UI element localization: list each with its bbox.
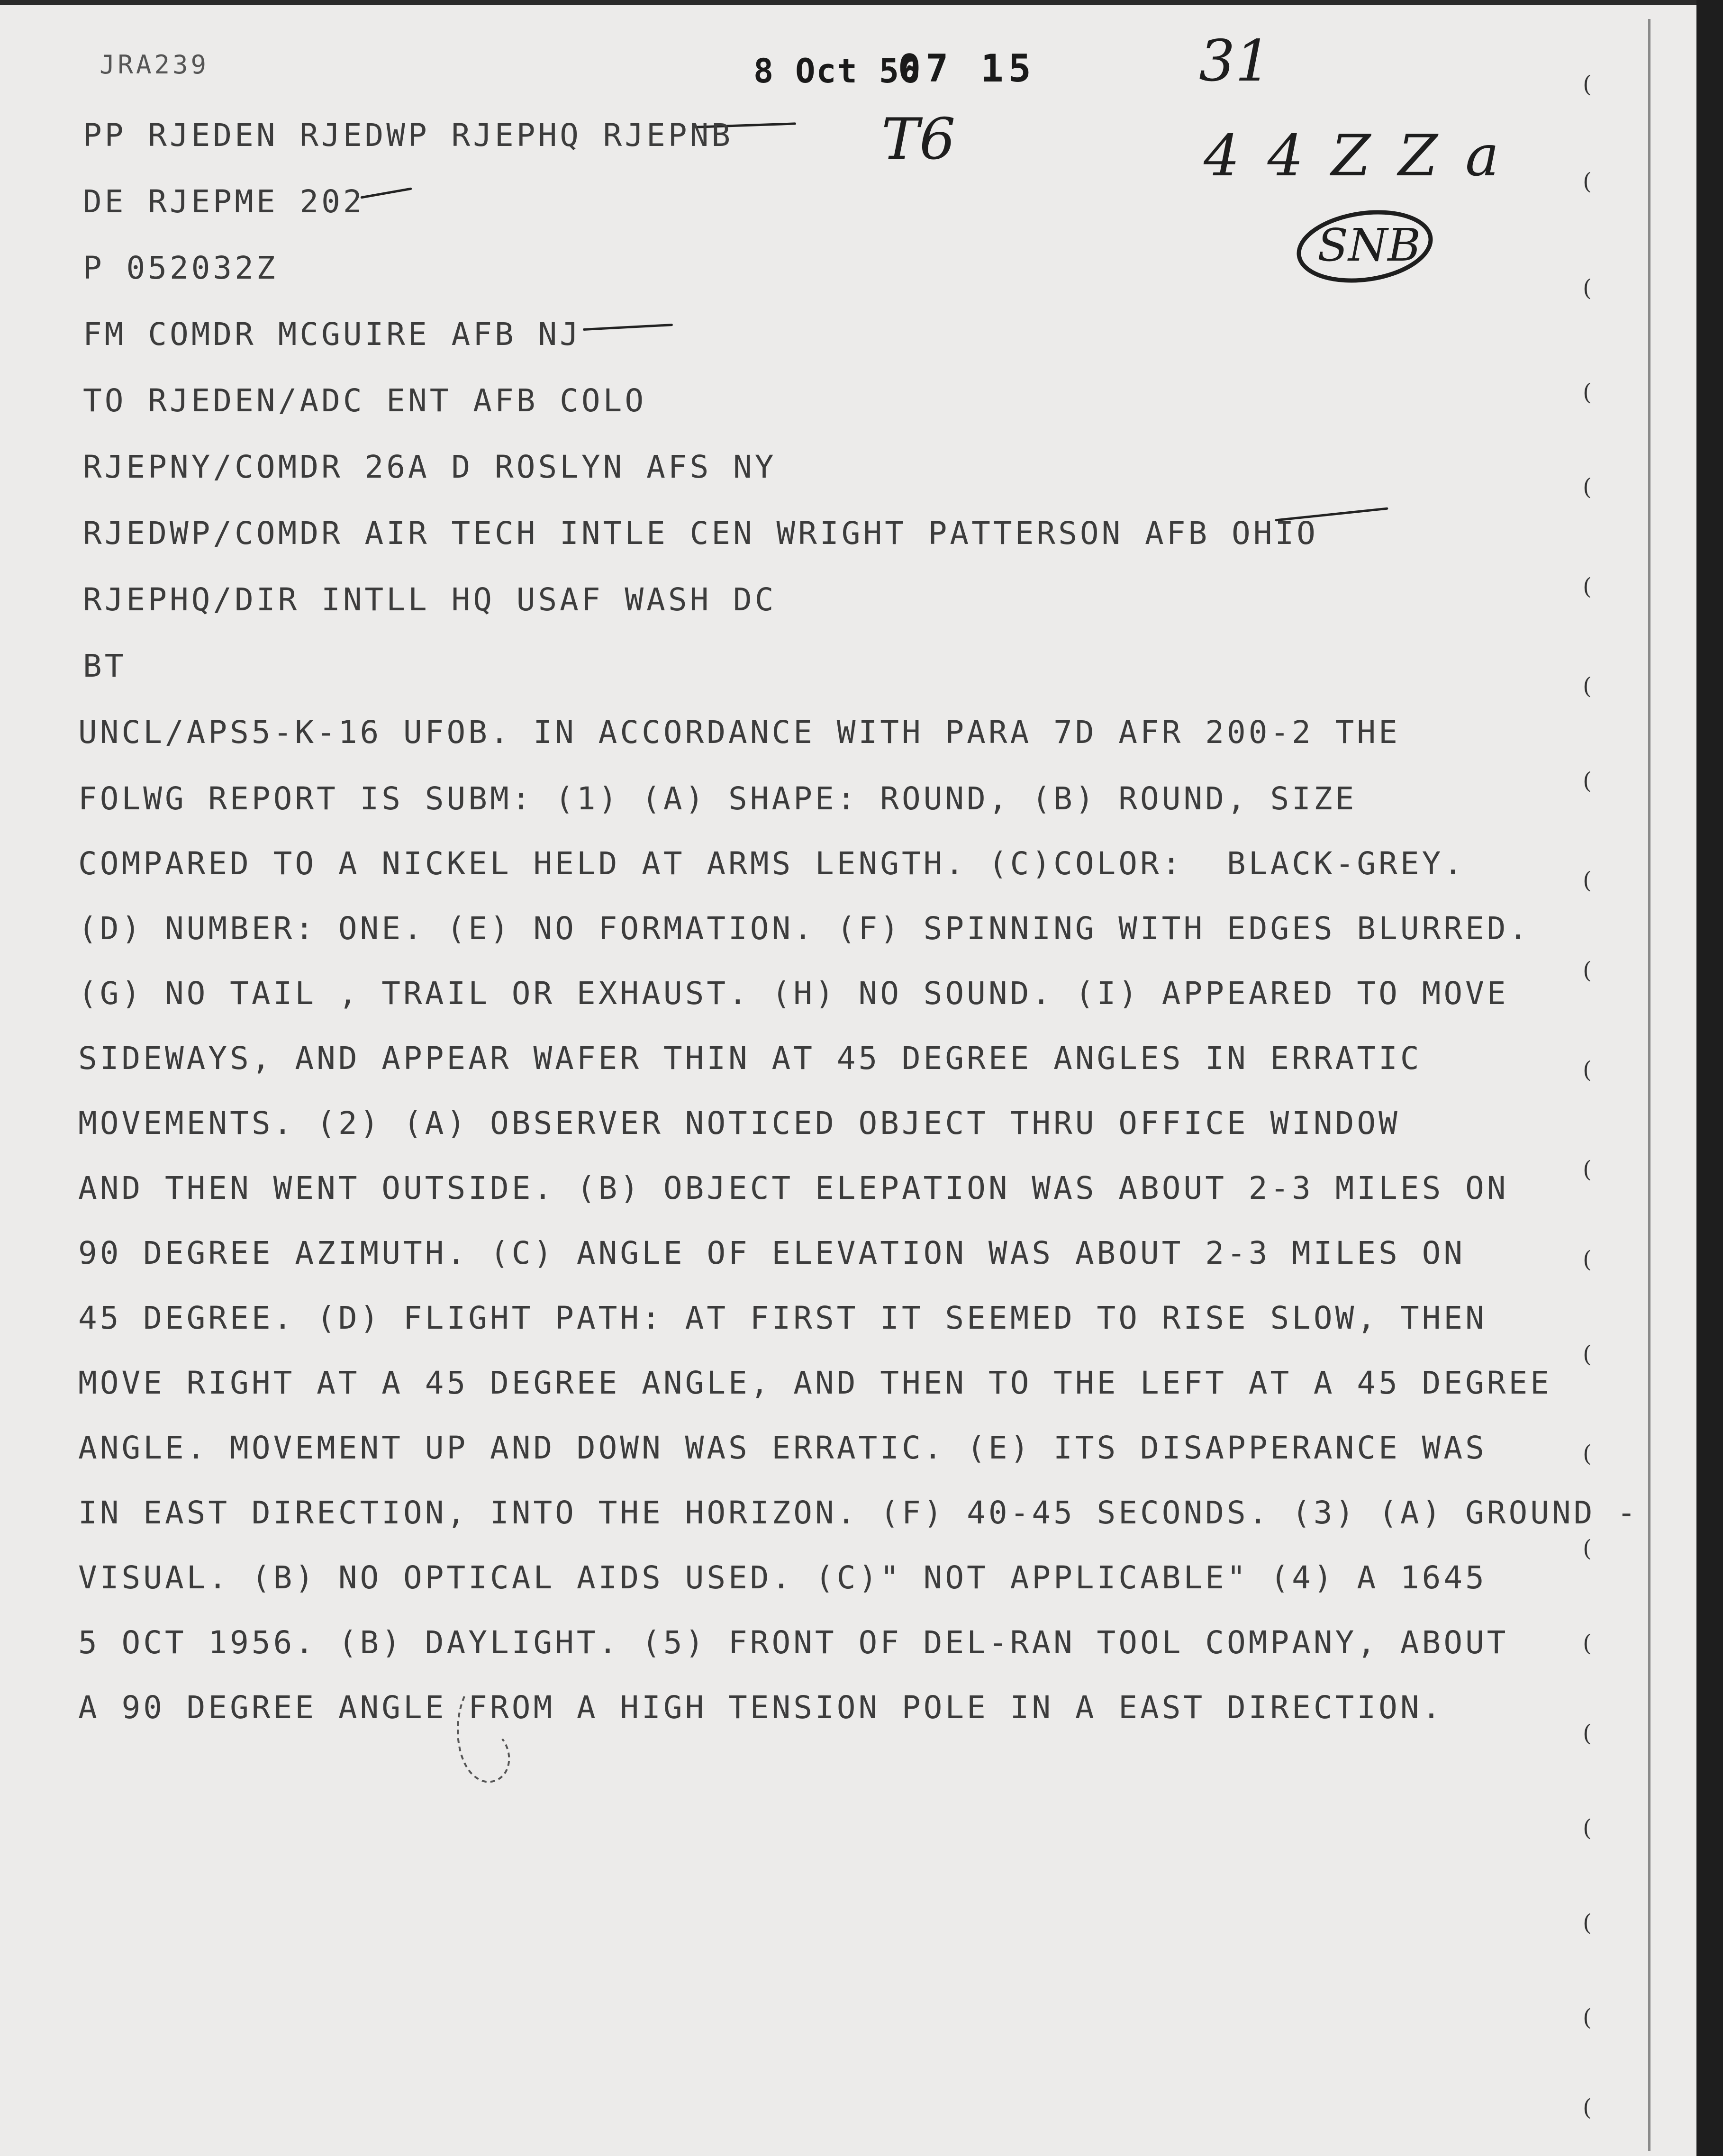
margin-mark: ( <box>1583 379 1592 406</box>
handwritten-t-mark: T6 <box>881 107 956 172</box>
body-line-5: (G) NO TAIL , TRAIL OR EXHAUST. (H) NO SOUND. (I) APPEARED TO MOVE <box>78 975 1509 1012</box>
body-line-7: MOVEMENTS. (2) (A) OBSERVER NOTICED OBJECT THRU OFFICE WINDOW <box>78 1105 1400 1141</box>
body-line-9: 90 DEGREE AZIMUTH. (C) ANGLE OF ELEVATION WAS ABOUT 2-3 MILES ON <box>78 1235 1466 1271</box>
margin-mark: ( <box>1583 1156 1592 1183</box>
msg-line-to-3: RJEDWP/COMDR AIR TECH INTLE CEN WRIGHT PATTERSON AFB OHIO <box>83 515 1318 552</box>
msg-line-dtg: P 052032Z <box>83 250 278 286</box>
margin-mark: ( <box>1583 1910 1592 1936</box>
body-line-13: IN EAST DIRECTION, INTO THE HORIZON. (F) 40-45 SECONDS. (3) (A) GROUND - <box>78 1495 1639 1531</box>
scan-border-right <box>1696 0 1723 2156</box>
margin-mark: ( <box>1583 1815 1592 1841</box>
margin-mark: ( <box>1583 768 1592 794</box>
pencil-loop-mark <box>445 1687 526 1796</box>
circled-initials-text: SNB <box>1317 219 1421 272</box>
ink-dash-3 <box>583 324 673 331</box>
margin-mark: ( <box>1583 1720 1592 1747</box>
margin-mark: ( <box>1583 474 1592 500</box>
msg-line-from: FM COMDR MCGUIRE AFB NJ <box>83 316 581 353</box>
time-stamp: 07 15 <box>898 46 1036 91</box>
body-line-15: 5 OCT 1956. (B) DAYLIGHT. (5) FRONT OF DEL-RAN TOOL COMPANY, ABOUT <box>78 1624 1509 1661</box>
margin-mark: ( <box>1583 957 1592 984</box>
margin-mark: ( <box>1583 1246 1592 1273</box>
margin-mark: ( <box>1583 1630 1592 1657</box>
body-line-14: VISUAL. (B) NO OPTICAL AIDS USED. (C)" NOT APPLICABLE" (4) A 1645 <box>78 1559 1487 1596</box>
msg-line-to-4: RJEPHQ/DIR INTLL HQ USAF WASH DC <box>83 581 777 618</box>
body-line-10: 45 DEGREE. (D) FLIGHT PATH: AT FIRST IT SEEMED TO RISE SLOW, THEN <box>78 1300 1487 1336</box>
ink-dash-2 <box>360 187 412 199</box>
msg-line-from-station: DE RJEPME 202 <box>83 183 365 220</box>
body-line-6: SIDEWAYS, AND APPEAR WAFER THIN AT 45 DEGREE ANGLES IN ERRATIC <box>78 1040 1422 1077</box>
margin-mark: ( <box>1583 867 1592 894</box>
msg-line-break: BT <box>83 648 127 684</box>
body-line-2: FOLWG REPORT IS SUBM: (1) (A) SHAPE: ROUND, (B) ROUND, SIZE <box>78 780 1357 817</box>
margin-mark: ( <box>1583 275 1592 301</box>
margin-mark: ( <box>1583 71 1592 98</box>
body-line-16: A 90 DEGREE ANGLE FROM A HIGH TENSION POLE IN A EAST DIRECTION. <box>78 1689 1444 1726</box>
body-line-12: ANGLE. MOVEMENT UP AND DOWN WAS ERRATIC. (E) ITS DISAPPERANCE WAS <box>78 1430 1487 1466</box>
margin-mark: ( <box>1583 673 1592 699</box>
date-stamp: 8 Oct 56 <box>753 52 921 91</box>
handwritten-code: 4 4 Z Z a <box>1204 123 1504 189</box>
body-line-4: (D) NUMBER: ONE. (E) NO FORMATION. (F) SPINNING WITH EDGES BLURRED. <box>78 910 1531 947</box>
page-crease <box>1648 19 1650 2151</box>
margin-mark: ( <box>1583 168 1592 195</box>
routing-id: JRA239 <box>100 50 209 80</box>
margin-mark: ( <box>1583 1057 1592 1083</box>
msg-line-to-2: RJEPNY/COMDR 26A D ROSLYN AFS NY <box>83 449 777 485</box>
scan-border-top <box>0 0 1723 5</box>
handwritten-number: 31 <box>1199 28 1271 94</box>
msg-line-precedence: PP RJEDEN RJEDWP RJEPHQ RJEPNB <box>83 117 734 154</box>
body-line-3: COMPARED TO A NICKEL HELD AT ARMS LENGTH. (C)COLOR: BLACK-GREY. <box>78 845 1466 882</box>
margin-mark: ( <box>1583 573 1592 600</box>
msg-line-to-1: TO RJEDEN/ADC ENT AFB COLO <box>83 382 647 419</box>
body-line-1: UNCL/APS5-K-16 UFOB. IN ACCORDANCE WITH PARA 7D AFR 200-2 THE <box>78 714 1400 751</box>
body-line-11: MOVE RIGHT AT A 45 DEGREE ANGLE, AND THEN TO THE LEFT AT A 45 DEGREE <box>78 1365 1552 1401</box>
margin-mark: ( <box>1583 2094 1592 2121</box>
margin-mark: ( <box>1583 2004 1592 2031</box>
body-line-8: AND THEN WENT OUTSIDE. (B) OBJECT ELEPATION WAS ABOUT 2-3 MILES ON <box>78 1170 1509 1206</box>
margin-mark: ( <box>1583 1341 1592 1368</box>
circled-initials-mark <box>1289 199 1445 294</box>
margin-mark: ( <box>1583 1440 1592 1467</box>
margin-mark: ( <box>1583 1535 1592 1562</box>
